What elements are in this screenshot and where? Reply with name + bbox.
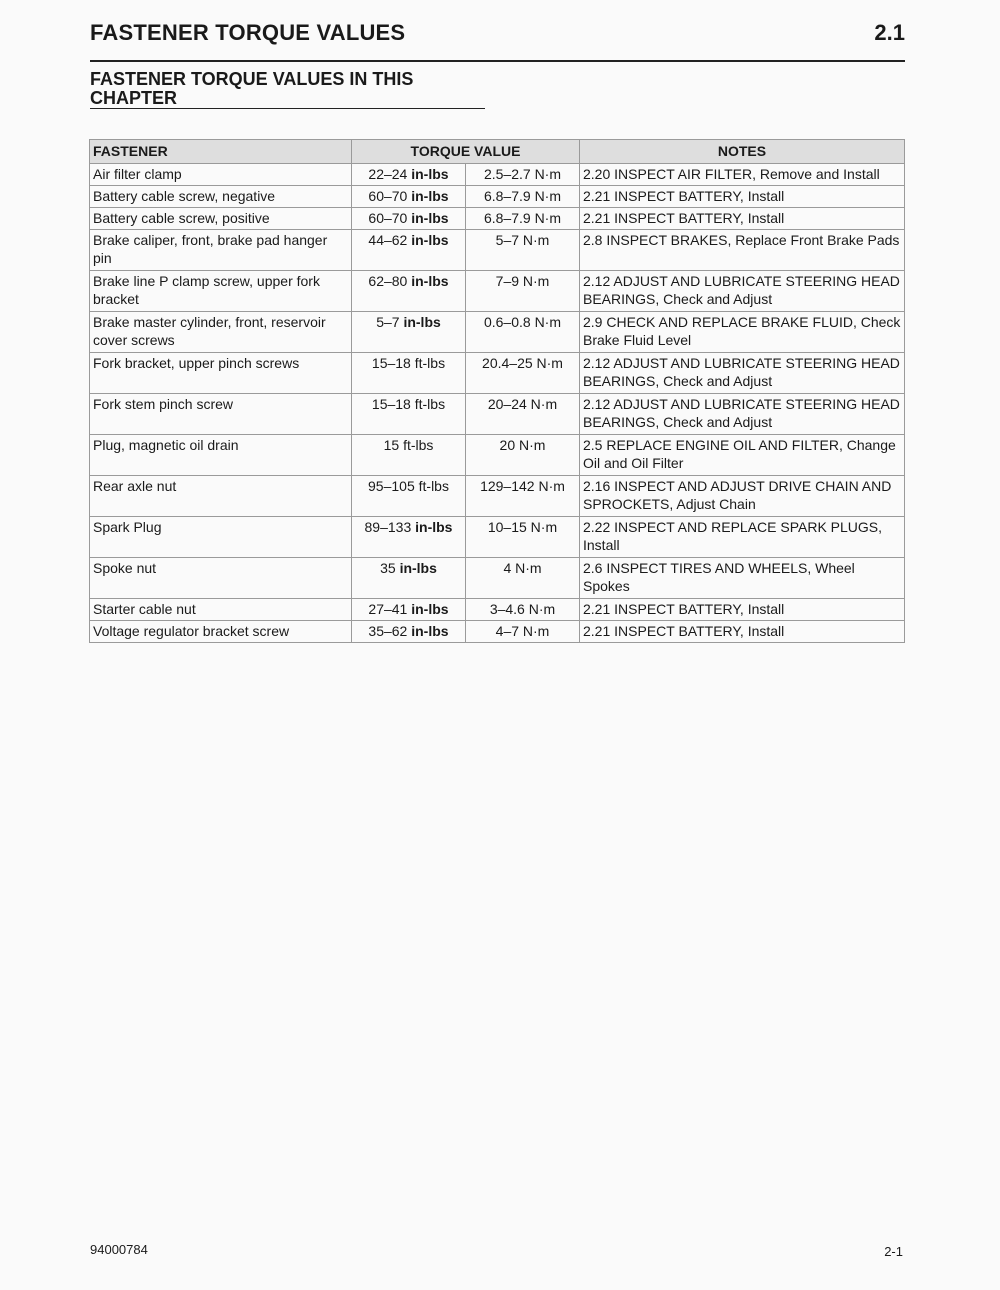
cell-notes: 2.21 INSPECT BATTERY, Install [580, 186, 905, 208]
cell-notes: 2.9 CHECK AND REPLACE BRAKE FLUID, Check Brake Fluid Level [580, 312, 905, 353]
cell-torque-metric: 2.5–2.7 N·m [466, 164, 580, 186]
subtitle-line-1: FASTENER TORQUE VALUES IN THIS [90, 69, 414, 89]
cell-notes: 2.5 REPLACE ENGINE OIL AND FILTER, Change Oil and Oil Filter [580, 435, 905, 476]
table-row [90, 558, 905, 599]
cell-torque-imperial [352, 394, 466, 435]
torque-number: 5–7 [376, 314, 400, 330]
cell-notes: 2.12 ADJUST AND LUBRICATE STEERING HEAD BEARINGS, Check and Adjust [580, 271, 905, 312]
cell-torque-metric: 20–24 N·m [466, 394, 580, 435]
table-row [90, 164, 905, 186]
table-row [90, 353, 905, 394]
cell-torque-imperial [352, 599, 466, 621]
section-number: 2.1 [874, 20, 905, 45]
cell-fastener: Fork stem pinch screw [90, 394, 352, 435]
cell-notes: 2.22 INSPECT AND REPLACE SPARK PLUGS, Install [580, 517, 905, 558]
torque-unit: ft-lbs [418, 478, 449, 494]
cell-notes: 2.12 ADJUST AND LUBRICATE STEERING HEAD BEARINGS, Check and Adjust [580, 394, 905, 435]
torque-unit: ft-lbs [414, 355, 446, 371]
table-row [90, 312, 905, 353]
torque-unit: in-lbs [403, 314, 441, 330]
torque-number: 95–105 [368, 478, 415, 494]
cell-torque-imperial [352, 312, 466, 353]
cell-notes: 2.6 INSPECT TIRES AND WHEELS, Wheel Spokes [580, 558, 905, 599]
cell-fastener: Brake caliper, front, brake pad hanger pin [90, 230, 352, 271]
cell-torque-metric: 4 N·m [466, 558, 580, 599]
column-header-fastener: FASTENER [90, 140, 352, 164]
cell-fastener: Spoke nut [90, 558, 352, 599]
cell-torque-imperial [352, 621, 466, 643]
cell-fastener: Spark Plug [90, 517, 352, 558]
table-row [90, 271, 905, 312]
torque-unit: in-lbs [411, 623, 449, 639]
cell-torque-imperial [352, 435, 466, 476]
cell-torque-metric: 10–15 N·m [466, 517, 580, 558]
table-row [90, 517, 905, 558]
cell-fastener: Brake line P clamp screw, upper fork bracket [90, 271, 352, 312]
column-header-torque-value: TORQUE VALUE [352, 140, 580, 164]
cell-torque-metric: 129–142 N·m [466, 476, 580, 517]
section-subtitle [90, 70, 485, 109]
table-row [90, 621, 905, 643]
torque-number: 60–70 [368, 210, 408, 226]
cell-torque-imperial [352, 476, 466, 517]
torque-number: 15–18 [371, 396, 411, 412]
table-row [90, 230, 905, 271]
table-row [90, 394, 905, 435]
torque-unit: ft-lbs [403, 437, 434, 453]
table-row [90, 186, 905, 208]
torque-unit: in-lbs [411, 232, 449, 248]
torque-unit: in-lbs [411, 273, 449, 289]
cell-torque-metric: 4–7 N·m [466, 621, 580, 643]
cell-torque-imperial [352, 558, 466, 599]
torque-unit: in-lbs [411, 166, 449, 182]
cell-fastener: Battery cable screw, negative [90, 186, 352, 208]
cell-fastener: Fork bracket, upper pinch screws [90, 353, 352, 394]
cell-torque-imperial [352, 164, 466, 186]
table-row [90, 476, 905, 517]
torque-unit: ft-lbs [414, 396, 446, 412]
torque-number: 89–133 [364, 519, 412, 535]
cell-torque-metric: 0.6–0.8 N·m [466, 312, 580, 353]
torque-unit: in-lbs [411, 188, 449, 204]
cell-fastener: Starter cable nut [90, 599, 352, 621]
torque-number: 62–80 [368, 273, 408, 289]
torque-number: 27–41 [368, 601, 408, 617]
table-row [90, 208, 905, 230]
cell-notes: 2.16 INSPECT AND ADJUST DRIVE CHAIN AND SPROCKETS, Adjust Chain [580, 476, 905, 517]
torque-unit: in-lbs [411, 601, 449, 617]
cell-fastener: Voltage regulator bracket screw [90, 621, 352, 643]
cell-torque-imperial [352, 208, 466, 230]
cell-torque-metric: 3–4.6 N·m [466, 599, 580, 621]
cell-fastener: Brake master cylinder, front, reservoir cover screws [90, 312, 352, 353]
subtitle-line-2: CHAPTER [90, 88, 178, 108]
cell-notes: 2.20 INSPECT AIR FILTER, Remove and Install [580, 164, 905, 186]
header-divider [90, 60, 905, 62]
table-header-row [90, 140, 905, 164]
cell-fastener: Battery cable screw, positive [90, 208, 352, 230]
column-header-notes: NOTES [580, 140, 905, 164]
cell-torque-metric: 7–9 N·m [466, 271, 580, 312]
torque-number: 22–24 [368, 166, 408, 182]
table-row [90, 435, 905, 476]
document-number: 94000784 [90, 1242, 148, 1257]
cell-notes: 2.21 INSPECT BATTERY, Install [580, 208, 905, 230]
cell-torque-metric: 5–7 N·m [466, 230, 580, 271]
torque-number: 15 [383, 437, 400, 453]
cell-fastener: Air filter clamp [90, 164, 352, 186]
torque-unit: in-lbs [411, 210, 449, 226]
cell-notes: 2.12 ADJUST AND LUBRICATE STEERING HEAD BEARINGS, Check and Adjust [580, 353, 905, 394]
cell-torque-imperial [352, 186, 466, 208]
torque-unit: in-lbs [415, 519, 453, 535]
cell-fastener: Plug, magnetic oil drain [90, 435, 352, 476]
cell-fastener: Rear axle nut [90, 476, 352, 517]
table-body [90, 164, 905, 643]
torque-unit: in-lbs [399, 560, 437, 576]
torque-number: 15–18 [371, 355, 411, 371]
page-number: 2-1 [884, 1244, 903, 1259]
cell-torque-metric: 6.8–7.9 N·m [466, 208, 580, 230]
torque-number: 44–62 [368, 232, 408, 248]
torque-number: 35 [380, 560, 396, 576]
page-header-title: FASTENER TORQUE VALUES [90, 20, 406, 45]
cell-torque-metric: 20.4–25 N·m [466, 353, 580, 394]
torque-number: 60–70 [368, 188, 408, 204]
cell-torque-metric: 6.8–7.9 N·m [466, 186, 580, 208]
torque-number: 35–62 [368, 623, 408, 639]
cell-notes: 2.21 INSPECT BATTERY, Install [580, 599, 905, 621]
cell-torque-imperial [352, 230, 466, 271]
cell-torque-metric: 20 N·m [466, 435, 580, 476]
cell-notes: 2.21 INSPECT BATTERY, Install [580, 621, 905, 643]
cell-torque-imperial [352, 353, 466, 394]
cell-notes: 2.8 INSPECT BRAKES, Replace Front Brake Pads [580, 230, 905, 271]
table-row [90, 599, 905, 621]
cell-torque-imperial [352, 271, 466, 312]
torque-values-table [89, 139, 905, 643]
cell-torque-imperial [352, 517, 466, 558]
